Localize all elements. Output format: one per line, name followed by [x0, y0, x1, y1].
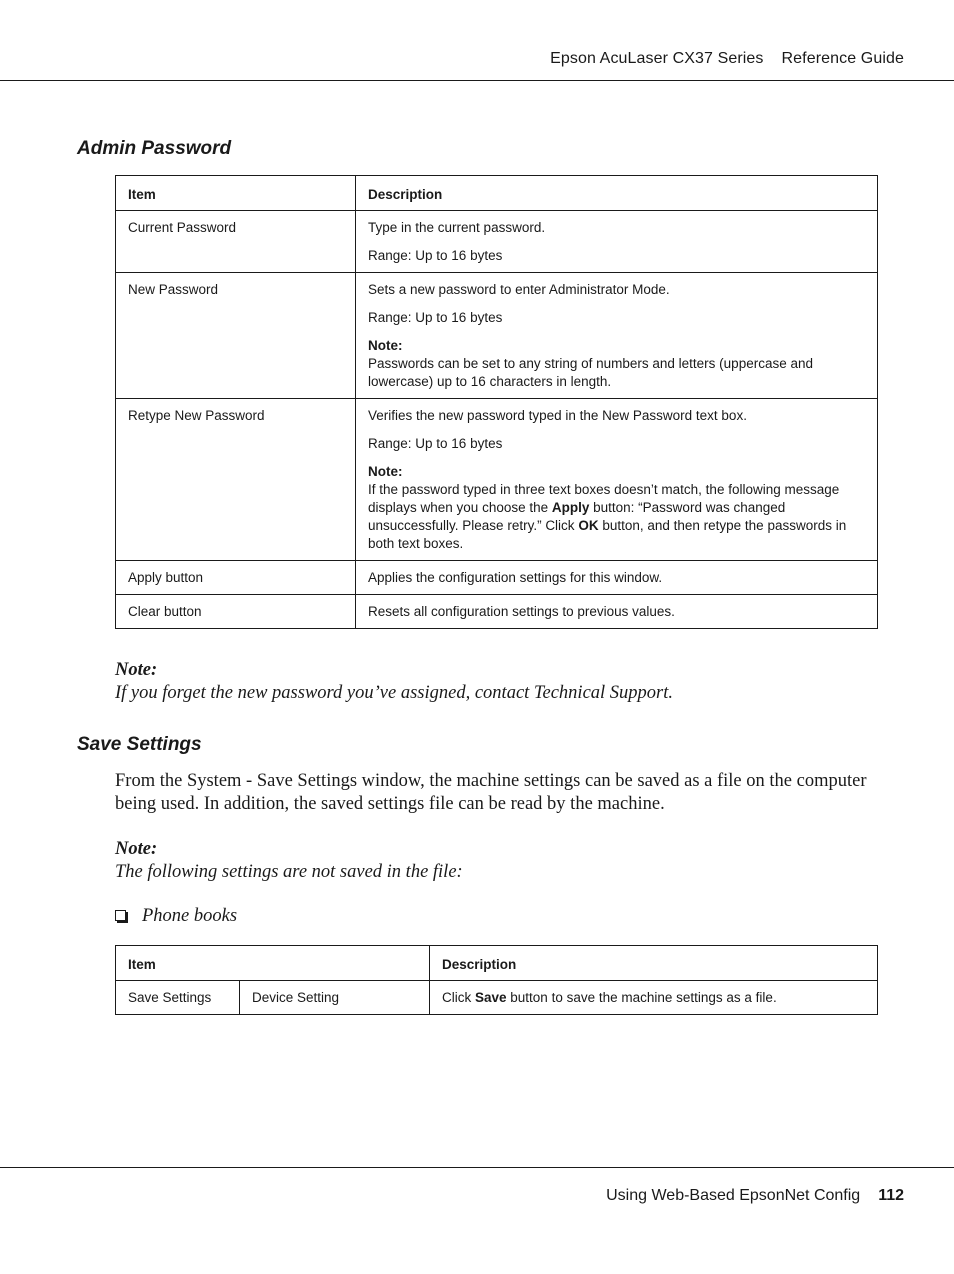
row-description [356, 211, 878, 273]
description-line: Type in the current password. [368, 220, 546, 235]
checkbox-bullet-icon [115, 910, 126, 921]
table-row [116, 399, 878, 561]
range-line: Range: Up to 16 bytes [368, 310, 503, 325]
table-header-row [116, 946, 878, 981]
table-header-row [116, 176, 878, 211]
header-guide: Reference Guide [781, 50, 904, 67]
ok-keyword: OK [578, 518, 599, 533]
header-product: Epson AcuLaser CX37 Series [550, 50, 764, 67]
description-line: Resets all configuration settings to previous values. [368, 604, 675, 619]
row-item-retype-password: Retype New Password [116, 399, 356, 561]
table-row [116, 561, 878, 595]
save-settings-body: From the System - Save Settings window, the machine settings can be saved as a file on the computer being used. In addition, the saved settings file can be read by the machine. [115, 771, 867, 814]
page-number: 112 [878, 1187, 904, 1204]
save-settings-table [115, 945, 878, 1015]
cell-note-text: Passwords can be set to any string of numbers and letters (uppercase and lowercase) up to 16 characters in length. [368, 356, 813, 389]
row-item-new-password: New Password [116, 273, 356, 399]
row-item-save-settings: Save Settings [116, 981, 240, 1015]
save-settings-note [115, 838, 883, 884]
admin-password-note [115, 659, 883, 705]
description-line: Verifies the new password typed in the New Password text box. [368, 408, 747, 423]
row-description [356, 595, 878, 629]
cell-note-label: Note: [368, 338, 403, 353]
column-header-description: Description [430, 946, 878, 981]
cell-note-label: Note: [368, 464, 403, 479]
apply-keyword: Apply [551, 500, 590, 515]
cell-note-text-2: button: “Password was changed unsuccessfully. Please retry.” Click [368, 500, 786, 533]
range-line: Range: Up to 16 bytes [368, 436, 503, 451]
page-footer [606, 1187, 904, 1205]
bullet-list [115, 905, 883, 928]
description-line: Sets a new password to enter Administrator Mode. [368, 282, 670, 297]
save-settings-heading: Save Settings [77, 734, 202, 755]
cell-note-text-3: button, and then retype the passwords in both text boxes. [368, 518, 847, 551]
table-row [116, 273, 878, 399]
footer-section: Using Web-Based EpsonNet Config [606, 1187, 861, 1204]
note-title: Note: [115, 660, 158, 680]
row-subitem-device-setting: Device Setting [240, 981, 430, 1015]
cell-note-text-1: If the password typed in three text boxes doesn’t match, the following message displays when you choose the [368, 482, 840, 515]
note-text: The following settings are not saved in the file: [115, 862, 463, 882]
cell-note [368, 463, 865, 553]
table-row [116, 595, 878, 629]
row-description [356, 273, 878, 399]
cell-note [368, 337, 865, 391]
row-item-apply-button: Apply button [116, 561, 356, 595]
column-header-description: Description [356, 176, 878, 211]
desc-text-1: Click [442, 990, 475, 1005]
desc-text-2: button to save the machine settings as a file. [506, 990, 777, 1005]
note-text: If you forget the new password you’ve assigned, contact Technical Support. [115, 683, 674, 703]
row-item-clear-button: Clear button [116, 595, 356, 629]
table-row [116, 211, 878, 273]
footer-rule [0, 1167, 954, 1168]
row-description [356, 399, 878, 561]
row-description [356, 561, 878, 595]
admin-password-table [115, 175, 878, 629]
row-description [430, 981, 878, 1015]
column-header-item: Item [116, 176, 356, 211]
table-row [116, 981, 878, 1015]
admin-password-heading: Admin Password [77, 138, 232, 159]
bullet-item: Phone books [142, 906, 238, 926]
column-header-item: Item [116, 946, 430, 981]
page-header [550, 50, 904, 68]
range-line: Range: Up to 16 bytes [368, 248, 503, 263]
note-title: Note: [115, 839, 158, 859]
save-keyword: Save [475, 990, 507, 1005]
row-item-current-password: Current Password [116, 211, 356, 273]
header-rule [0, 80, 954, 81]
description-line: Applies the configuration settings for this window. [368, 570, 663, 585]
